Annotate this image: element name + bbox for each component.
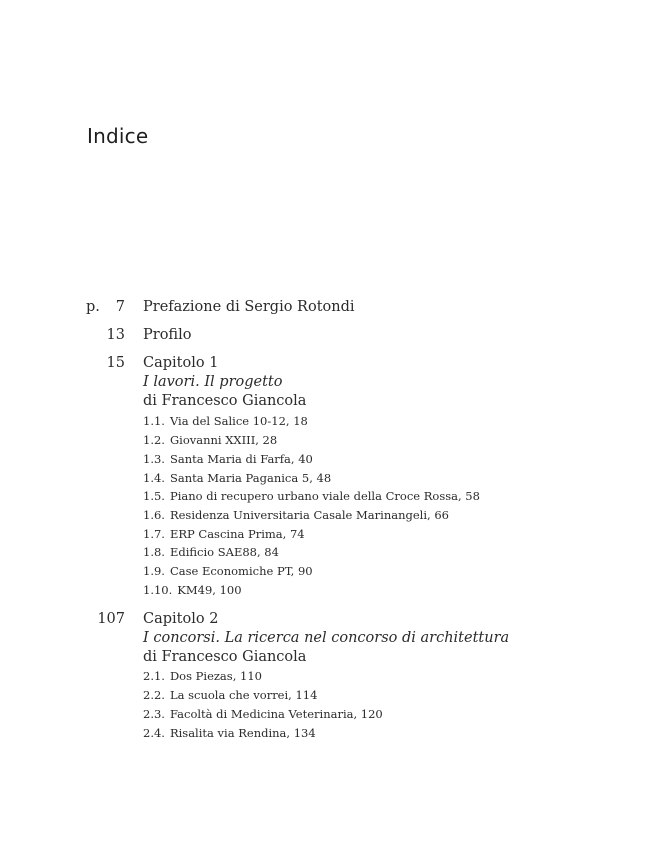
chapter-title: Capitolo 2 (143, 611, 219, 627)
section-title: Giovanni XXIII, 28 (169, 433, 278, 447)
chapter-subtitle: I concorsi. La ricerca nel concorso di architettura (143, 630, 510, 646)
section-number: 2.2. (143, 688, 165, 702)
section-title: Risalita via Rendina, 134 (169, 726, 316, 740)
section-number: 1.8. (143, 545, 165, 559)
page-number: 7 (115, 299, 125, 315)
page-prefix: p. (86, 299, 100, 315)
section-number: 1.2. (143, 433, 165, 447)
section-number: 1.7. (143, 527, 165, 541)
section-number: 1.5. (143, 489, 165, 503)
section-title: Residenza Universitaria Casale Marinangeli, 66 (169, 508, 449, 522)
section-title: Dos Piezas, 110 (169, 669, 262, 683)
section-number: 1.3. (143, 452, 165, 466)
entry-title: Profilo (143, 327, 192, 343)
section-title: Edificio SAE88, 84 (169, 545, 279, 559)
page-number: 107 (97, 611, 125, 627)
section-number: 1.10. (143, 583, 173, 597)
chapter-author: di Francesco Giancola (143, 649, 307, 665)
entry-title: Prefazione di Sergio Rotondi (143, 299, 355, 315)
section-title: ERP Cascina Prima, 74 (169, 527, 305, 541)
chapter-subtitle: I lavori. Il progetto (143, 374, 283, 390)
page-title: Indice (87, 124, 149, 148)
section-title: Santa Maria Paganica 5, 48 (169, 471, 332, 485)
section-title: La scuola che vorrei, 114 (169, 688, 318, 702)
section-title: Via del Salice 10-12, 18 (169, 414, 308, 428)
section-number: 1.9. (143, 564, 165, 578)
section-number: 1.4. (143, 471, 165, 485)
section-number: 1.6. (143, 508, 165, 522)
page-number: 15 (106, 355, 125, 371)
section-number: 2.4. (143, 726, 165, 740)
chapter-author: di Francesco Giancola (143, 393, 307, 409)
section-title: Piano di recupero urbano viale della Croce Rossa, 58 (169, 489, 480, 503)
page-number: 13 (106, 327, 125, 343)
section-number: 2.1. (143, 669, 165, 683)
section-title: KM49, 100 (177, 583, 242, 597)
section-title: Santa Maria di Farfa, 40 (169, 452, 313, 466)
chapter-title: Capitolo 1 (143, 355, 219, 371)
section-number: 1.1. (143, 414, 165, 428)
section-title: Case Economiche PT, 90 (169, 564, 313, 578)
section-title: Facoltà di Medicina Veterinaria, 120 (169, 707, 383, 721)
section-number: 2.3. (143, 707, 165, 721)
